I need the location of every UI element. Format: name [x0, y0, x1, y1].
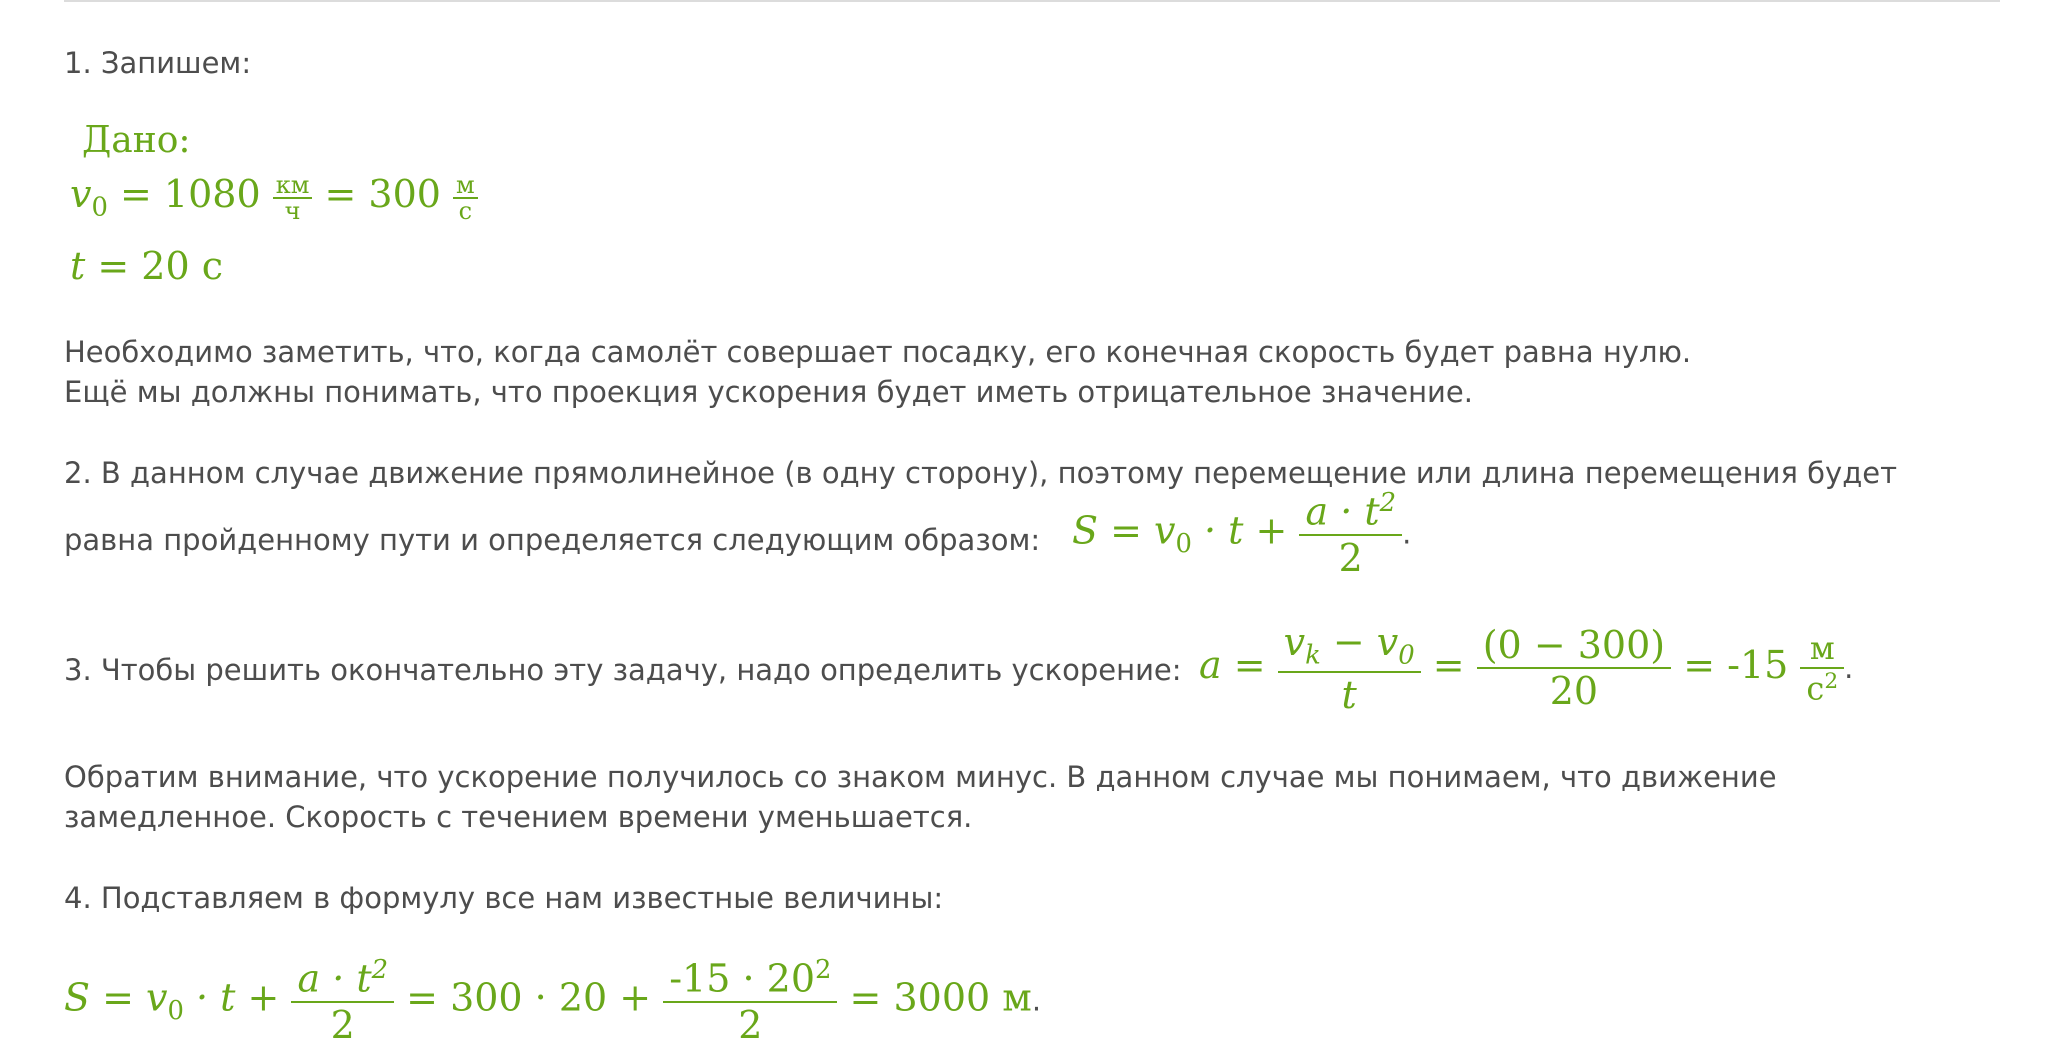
final-fraction1: $\frac{a \cdot t^2}{2}$ — [291, 955, 394, 1047]
note-line2: Ещё мы должны понимать, что проекция ускорения будет иметь отрицательное значение. — [64, 375, 1473, 409]
t-value: = 20 с — [97, 244, 224, 288]
note2-line2: замедленное. Скорость с течением времени уменьшается. — [64, 800, 973, 834]
formula-a: a = $\frac{v_k - v_0}{t}$ = $\frac{(0 - 300)}{20}$ = -15 $\frac{м}{с^2}$ . — [1199, 620, 1854, 717]
given-v0-line — [70, 172, 478, 223]
formula-a-fraction1: $\frac{v_k - v_0}{t}$ — [1278, 620, 1421, 717]
final-formula: $S = v_0 \cdot t$ + $\frac{a \cdot t^2}{2}$ = 300 · 20 + $\frac{-15 \cdot 20^2}{2}$ = 3000 м. — [64, 955, 1042, 1047]
acceleration-unit: $\frac{м}{с^2}$ — [1800, 629, 1844, 708]
t-symbol: t — [70, 244, 86, 288]
v0-value-ms: = 300 — [324, 172, 441, 216]
v0-symbol: v — [70, 172, 92, 216]
given-t-line — [70, 244, 223, 288]
given-title: Дано: — [82, 120, 191, 161]
note2-line1: Обратим внимание, что ускорение получилось со знаком минус. В данном случае мы понимаем, что движение — [64, 760, 1777, 794]
v0-subscript: 0 — [91, 192, 108, 223]
unit-kmh: $\frac{км}{ч}$ — [273, 173, 313, 223]
unit-ms: $\frac{м}{с}$ — [453, 173, 478, 223]
step3-text: 3. Чтобы решить окончательно эту задачу, надо определить ускорение: — [64, 653, 1182, 687]
v0-value-kmh: = 1080 — [120, 172, 261, 216]
top-divider — [64, 0, 2000, 2]
step2-line2 — [64, 520, 1040, 560]
formula-s-fraction: $\frac{a \cdot t^2}{2}$ — [1299, 488, 1402, 580]
step4-text: 4. Подставляем в формулу все нам известные величины: — [64, 881, 944, 915]
formula-a-fraction2: $\frac{(0 - 300)}{20}$ — [1477, 623, 1671, 713]
step2-line2-text: равна пройденному пути и определяется следующим образом: — [64, 523, 1041, 557]
note-line1: Необходимо заметить, что, когда самолёт совершает посадку, его конечная скорость будет равна нулю. — [64, 335, 1692, 369]
formula-s: $S = v_0 \cdot t$ + $\frac{a \cdot t^2}{2}$ . — [1072, 488, 1412, 580]
final-fraction2: $\frac{-15 \cdot 20^2}{2}$ — [663, 955, 837, 1047]
step2-line1: 2. В данном случае движение прямолинейное (в одну сторону), поэтому перемещение или длина перемещения будет — [64, 456, 1897, 490]
step1-heading: 1. Запишем: — [64, 46, 252, 80]
